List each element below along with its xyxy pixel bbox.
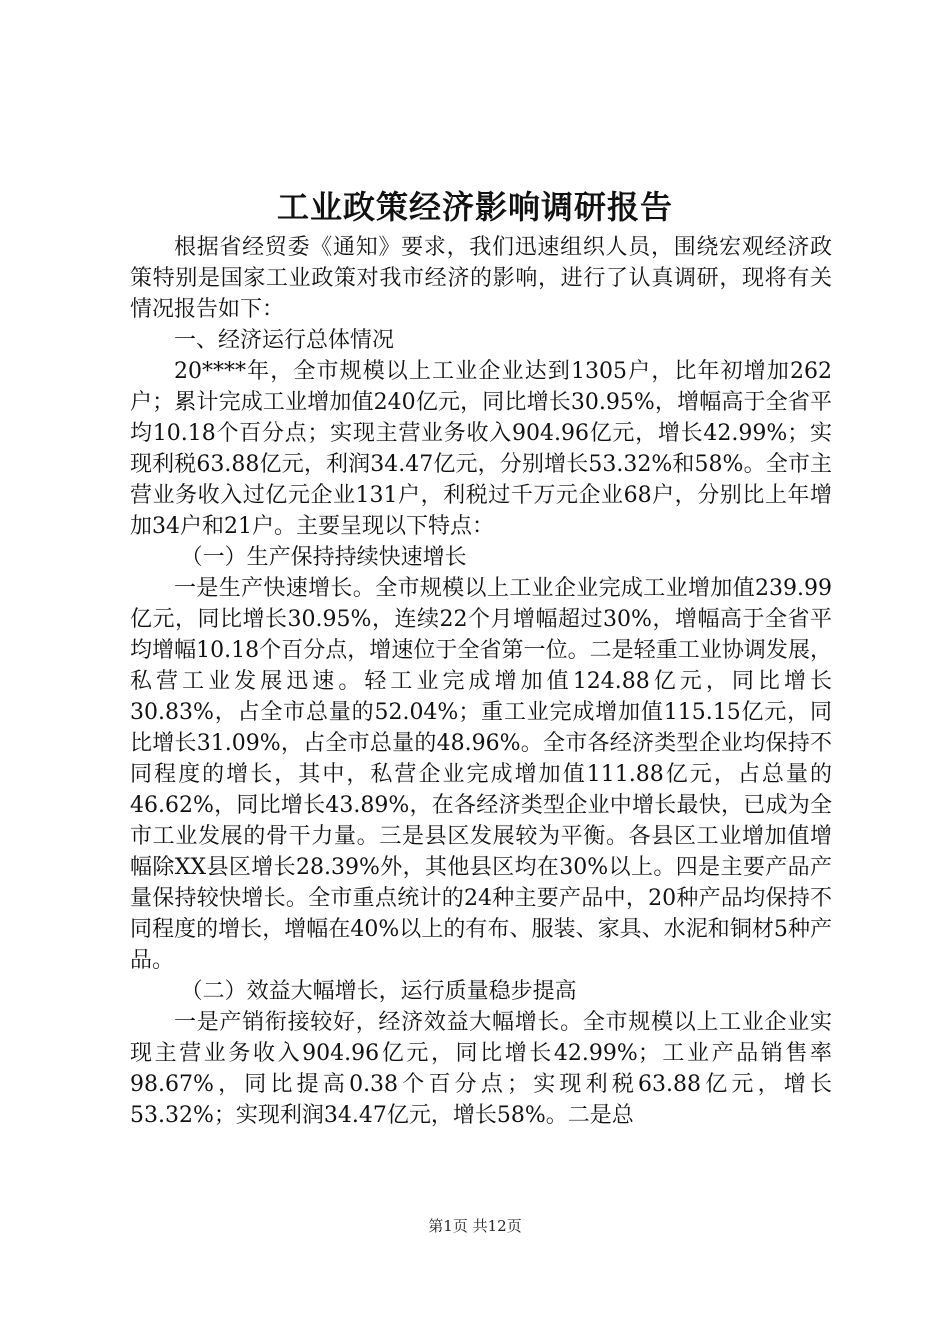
- subsection-heading-1: （一）生产保持持续快速增长: [180, 545, 467, 570]
- section-heading-1: 一、经济运行总体情况: [174, 328, 395, 353]
- page-footer: 第1页 共12页: [428, 1217, 522, 1235]
- document-title: 工业政策经济影响调研报告: [276, 188, 673, 226]
- document-body: [130, 232, 832, 1131]
- intro-paragraph: 根据省经贸委《通知》要求，我们迅速组织人员，围绕宏观经济政策特别是国家工业政策对我市经济的影响，进行了认真调研，现将有关情况报告如下：: [130, 235, 832, 322]
- production-paragraph: 一是生产快速增长。全市规模以上工业企业完成工业增加值239.99亿元，同比增长30.95%，连续22个月增幅超过30%，增幅高于全省平均增幅10.18个百分点，增速位于全省第一位。二是轻重工业协调发展，私营工业发展迅速。轻工业完成增加值124.88亿元，同比增长30.83%，占全市总量的52.04%；重工业完成增加值115.15亿元，同比增长31.09%，占全市总量的48.96%。全市各经济类型企业均保持不同程度的增长，其中，私营企业完成增加值111.88亿元，占总量的46.62%，同比增长43.89%，在各经济类型企业中增长最快，已成为全市工业发展的骨干力量。三是县区发展较为平衡。各县区工业增加值增幅除XX县区增长28.39%外，其他县区均在30%以上。四是主要产品产量保持较快增长。全市重点统计的24种主要产品中，20种产品均保持不同程度的增长，增幅在40%以上的有布、服装、家具、水泥和铜材5种产品。: [130, 576, 832, 973]
- subsection-heading-2: （二）效益大幅增长，运行质量稳步提高: [180, 979, 577, 1004]
- overview-paragraph: 20****年，全市规模以上工业企业达到1305户，比年初增加262户；累计完成工业增加值240亿元，同比增长30.95%，增幅高于全省平均10.18个百分点；实现主营业务收入904.96亿元，增长42.99%；实现利税63.88亿元，利润34.47亿元，分别增长53.32%和58%。全市主营业务收入过亿元企业131户，利税过千万元企业68户，分别比上年增加34户和21户。主要呈现以下特点：: [130, 359, 832, 539]
- efficiency-paragraph: 一是产销衔接较好，经济效益大幅增长。全市规模以上工业企业实现主营业务收入904.96亿元，同比增长42.99%；工业产品销售率98.67%，同比提高0.38个百分点；实现利税63.88亿元，增长53.32%；实现利润34.47亿元，增长58%。二是总: [130, 1010, 832, 1128]
